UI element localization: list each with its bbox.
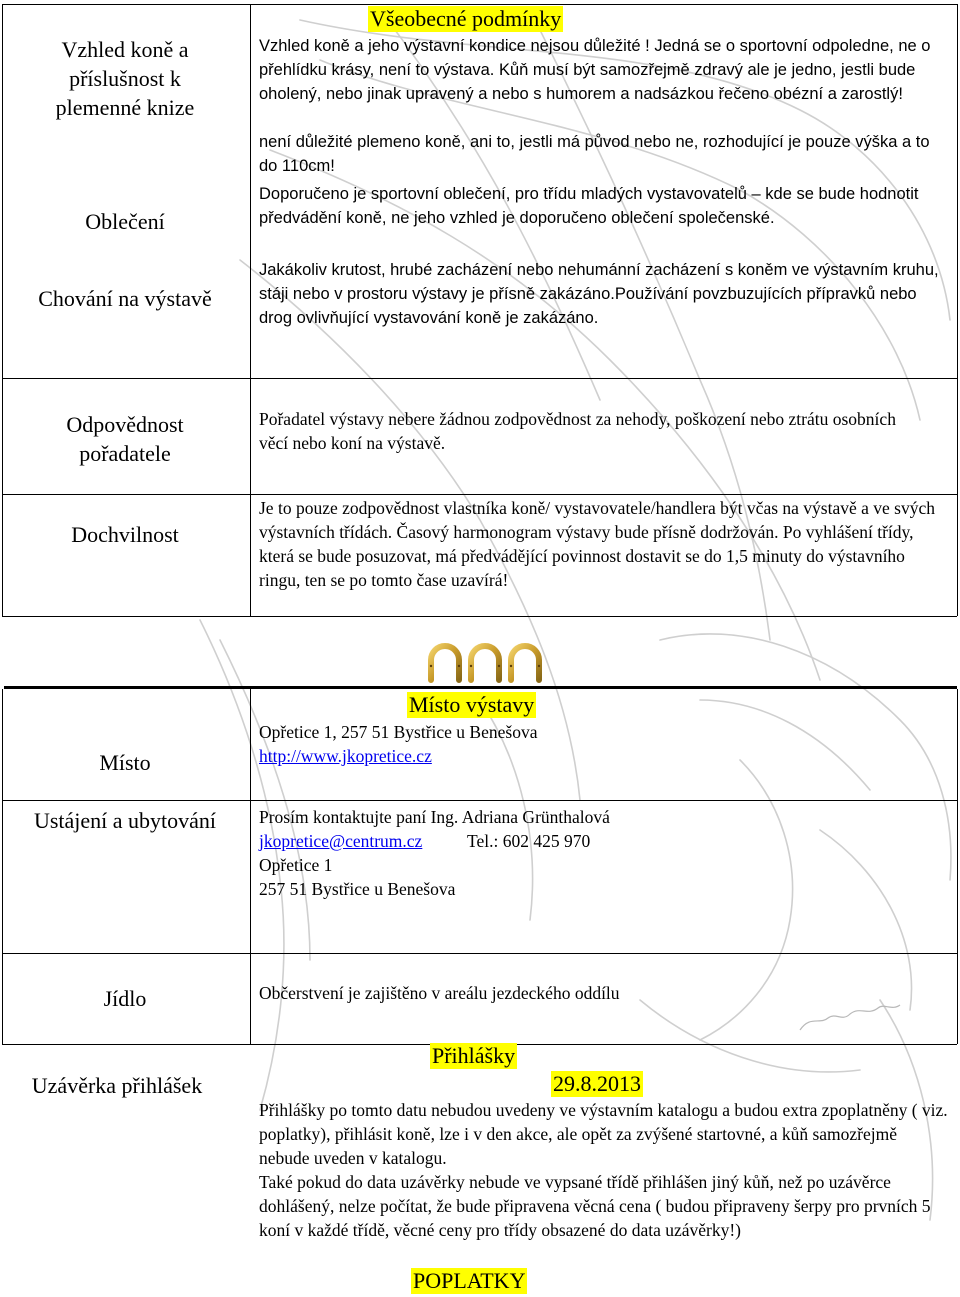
food-text: Občerstvení je zajištěno v areálu jezdeckého oddílu bbox=[259, 983, 620, 1003]
divider-vertical bbox=[2, 4, 3, 378]
stabling-contact: Prosím kontaktujte paní Ing. Adriana Grünthalová bbox=[259, 807, 610, 827]
stabling-address-line1: Opřetice 1 bbox=[259, 855, 333, 875]
divider-vertical bbox=[2, 953, 3, 1044]
divider-vertical bbox=[2, 689, 3, 953]
label-deadline: Uzávěrka přihlášek bbox=[31, 1073, 203, 1098]
thick-divider bbox=[4, 686, 957, 689]
venue-website-link[interactable]: http://www.jkopretice.cz bbox=[259, 746, 432, 766]
divider-horizontal bbox=[2, 494, 957, 495]
divider-vertical bbox=[957, 378, 958, 616]
divider-vertical bbox=[2, 378, 3, 616]
label-food: Jídlo bbox=[103, 986, 147, 1011]
divider-horizontal bbox=[2, 800, 957, 801]
section-heading-fees: POPLATKY bbox=[413, 1268, 526, 1293]
section-heading-entries: Přihlášky bbox=[432, 1043, 516, 1068]
stabling-address-line2: 257 51 Bystřice u Benešova bbox=[259, 879, 456, 899]
label-place: Místo bbox=[99, 750, 151, 775]
label-appearance: Vzhled koně a příslušnost k plemenné knize bbox=[55, 37, 195, 120]
divider-horizontal bbox=[2, 378, 957, 379]
divider-vertical bbox=[250, 4, 251, 378]
label-punctuality: Dochvilnost bbox=[71, 522, 179, 547]
stabling-email-link[interactable]: jkopretice@centrum.cz bbox=[259, 831, 423, 851]
divider-vertical bbox=[957, 4, 958, 378]
appearance-text: Vzhled koně a jeho výstavní kondice nejsou důležité ! Jedná se o sportovní odpoledne, ne o přehlídku krásy, není to výstava. Kůň musí být samozřejmě zdravý ale je jedno, jestli bude oholený, nebo jinak upravený a nebo s humorem a nadsázkou řečeno obézní a zarostlý! bbox=[259, 37, 931, 103]
punctuality-text: Je to pouze zodpovědnost vlastníka koně/ vystavovatele/handlera být včas na výstavě a ve svých výstavních třídách. Časový harmonogram výstavy bude přísně dodržován. Po vyhlášení třídy, která se bude posuzovat, má předvádějící povinnost dostavit se do 1,5 minuty do výstavního ringu, ten se po tomto čase uzavírá! bbox=[259, 498, 935, 590]
stabling-phone: Tel.: 602 425 970 bbox=[467, 831, 591, 851]
entries-text-2: Také pokud do data uzávěrky nebude ve vypsané třídě přihlášen jiný kůň, než po uzávěrce dohlášený, nelze počítat, že bude připravena věcná cena ( budou připraveny šerpy pro prvních 5 koní v každé třídě, věcné ceny pro třídy obsazené do data uzávěrky!) bbox=[259, 1172, 931, 1240]
divider-vertical bbox=[957, 689, 958, 1044]
divider-horizontal bbox=[2, 953, 957, 954]
label-clothing: Oblečení bbox=[85, 209, 165, 234]
entries-text-1: Přihlášky po tomto datu nebudou uvedeny ve výstavním katalogu a budou extra zpoplatněny ( viz. poplatky), přihlásit koně, lze i v den akce, ale opět za zvýšené startovné, a kůň samozřejmě nebude uveden v katalogu. bbox=[259, 1100, 948, 1168]
divider-vertical bbox=[250, 378, 251, 616]
divider-horizontal bbox=[2, 616, 957, 617]
divider-horizontal bbox=[2, 4, 957, 5]
horseshoe-icon bbox=[425, 642, 545, 684]
label-responsibility: Odpovědnost pořadatele bbox=[66, 412, 184, 466]
section-heading-venue: Místo výstavy bbox=[409, 692, 535, 717]
venue-address: Opřetice 1, 257 51 Bystřice u Benešova bbox=[259, 722, 538, 742]
clothing-text: Doporučeno je sportovní oblečení, pro třídu mladých vystavovatelů – kde se bude hodnotit předvádění koně, ne jeho vzhled je doporučeno oblečení společenské. bbox=[259, 185, 919, 227]
divider-vertical bbox=[250, 689, 251, 1044]
label-stabling: Ustájení a ubytování bbox=[33, 808, 217, 833]
section-heading-general: Všeobecné podmínky bbox=[370, 6, 562, 31]
breed-text: není důležité plemeno koně, ani to, jestli má původ nebo ne, rozhodující je pouze výška a to do 110cm! bbox=[259, 133, 930, 175]
label-behavior: Chování na výstavě bbox=[38, 286, 212, 311]
deadline-date: 29.8.2013 bbox=[553, 1071, 641, 1096]
behavior-text: Jakákoliv krutost, hrubé zacházení nebo nehumánní zacházení s koněm ve výstavním kruhu, stáji nebo v prostoru výstavy je přísně zakázáno.Používání povzbuzujících přípravků nebo drog ovlivňující vystavování koně je zakázáno. bbox=[259, 261, 939, 327]
responsibility-text: Pořadatel výstavy nebere žádnou zodpovědnost za nehody, poškození nebo ztrátu osobních věcí nebo koní na výstavě. bbox=[259, 409, 896, 453]
